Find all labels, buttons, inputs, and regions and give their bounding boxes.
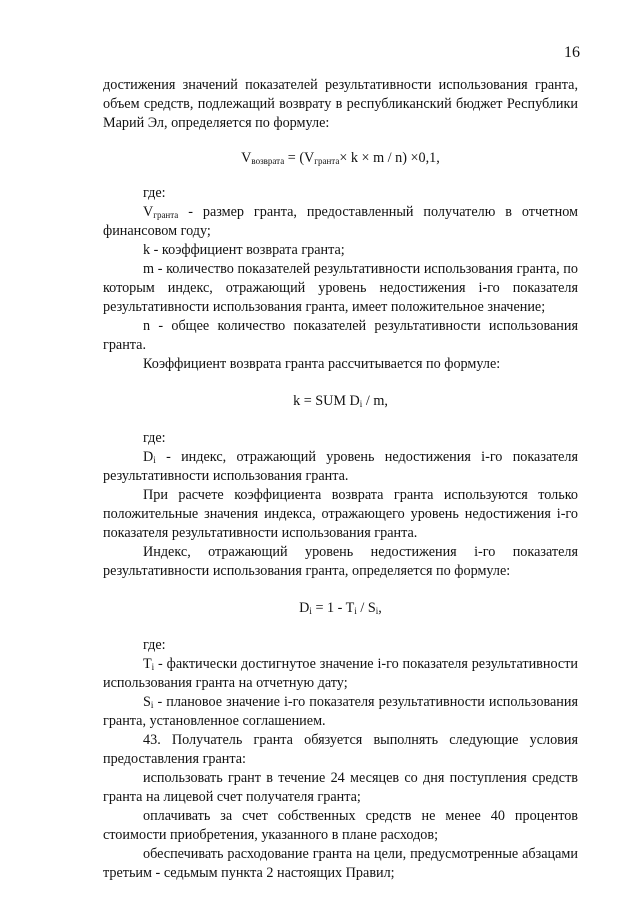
definition-n: n - общее количество показателей результативности использования гранта. [103, 318, 578, 353]
definition-t: $T_i$ - фактически достигнутое значение i-го показателя результативности использования гранта на отчетную дату; [103, 656, 578, 691]
page-number: 16 [564, 44, 580, 61]
condition-item-1: использовать грант в течение 24 месяцев со дня поступления средств гранта на лицевой счет получателя гранта; [103, 770, 578, 805]
definition-v: $V_{гранта}$ - размер гранта, предоставленный получателю в отчетном финансовом году; [103, 204, 578, 239]
paragraph-index: Индекс, отражающий уровень недостижения i-го показателя результативности использования гранта, определяется по формуле: [103, 544, 578, 579]
definition-d: $D_i$ - индекс, отражающий уровень недостижения i-го показателя результативности использования гранта. [103, 449, 578, 484]
where-label-3: где: [143, 637, 166, 653]
definition-m: m - количество показателей результативности использования гранта, по которым индекс, отражающий уровень недостижения i-го показателя результативности использования гранта, имеет положительное значение; [103, 261, 578, 315]
where-label: где: [143, 185, 166, 201]
paragraph-calculation: При расчете коэффициента возврата гранта используются только положительные значения индекса, отражающего уровень недостижения i-го показателя результативности использования гранта. [103, 487, 578, 541]
document-body [103, 76, 578, 883]
definition-s: $S_i$ - плановое значение i-го показателя результативности использования гранта, установленное соглашением. [103, 694, 578, 729]
formula-index: $D_i = 1 - T_i / S_i$, [299, 600, 382, 616]
condition-item-2: оплачивать за счет собственных средств не менее 40 процентов стоимости приобретения, указанного в плане расходов; [103, 808, 578, 843]
paragraph-43: 43. Получатель гранта обязуется выполнять следующие условия предоставления гранта: [103, 732, 578, 767]
definition-k: k - коэффициент возврата гранта; [143, 242, 345, 258]
coefficient-intro: Коэффициент возврата гранта рассчитывается по формуле: [143, 356, 501, 372]
formula-refund: $V_{возврата} = (V_{гранта}\times k \times m / n) \times 0,1$, [241, 150, 440, 166]
paragraph-intro: достижения значений показателей результативности использования гранта, объем средств, подлежащий возврату в республиканский бюджет Республики Марий Эл, определяется по формуле: [103, 77, 578, 131]
condition-item-3: обеспечивать расходование гранта на цели, предусмотренные абзацами третьим - седьмым пункта 2 настоящих Правил; [103, 846, 578, 881]
formula-coefficient: k = SUM $D_i$ / m, [293, 393, 388, 409]
where-label-2: где: [143, 430, 166, 446]
